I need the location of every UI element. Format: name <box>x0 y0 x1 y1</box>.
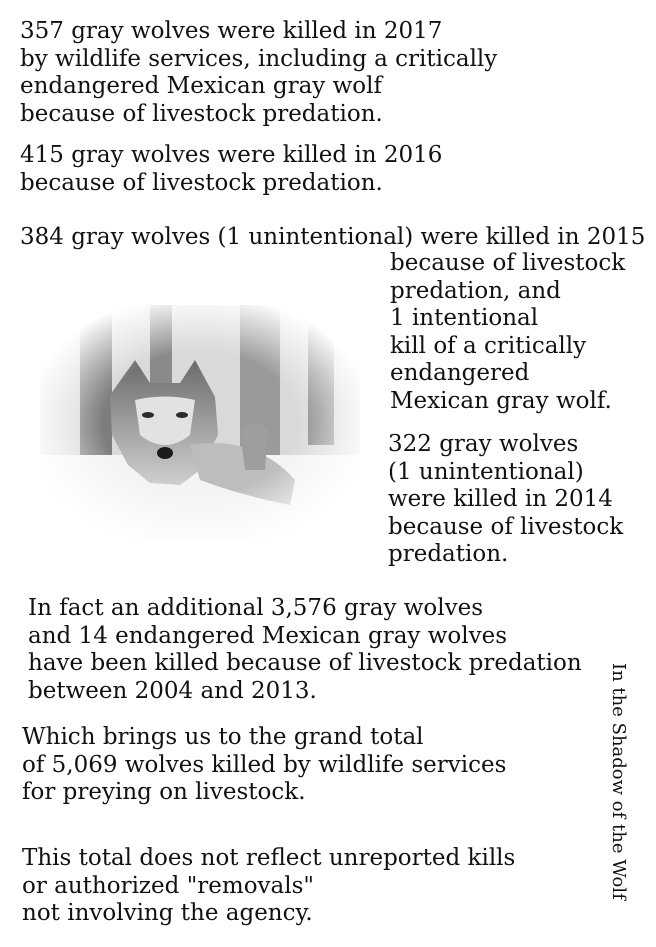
stat-2015-continuation: because of livestock predation, and 1 intentional kill of a critically endangered Mexican gray wolf. <box>390 250 626 414</box>
stat-2015-heading-line: 384 gray wolves (1 unintentional) were killed in 2015 <box>20 224 646 250</box>
credit-vertical-text: In the Shadow of the Wolf <box>608 663 629 900</box>
additional-killed-paragraph: In fact an additional 3,576 gray wolves and 14 endangered Mexican gray wolves have been killed because of livestock predation between 2004 and 2013. <box>28 595 582 704</box>
stat-2014-paragraph: 322 gray wolves (1 unintentional) were killed in 2014 because of livestock predation. <box>388 431 624 567</box>
stat-2016-paragraph: 415 gray wolves were killed in 2016 because of livestock predation. <box>20 142 443 196</box>
stat-2017-paragraph: 357 gray wolves were killed in 2017 by wildlife services, including a critically endangered Mexican gray wolf because of livestock predation. <box>20 18 498 127</box>
gray-wolf-photo <box>40 305 360 540</box>
disclaimer-paragraph: This total does not reflect unreported kills or authorized "removals" not involving the agency. <box>22 845 516 926</box>
grand-total-paragraph: Which brings us to the grand total of 5,069 wolves killed by wildlife services for preying on livestock. <box>22 724 507 805</box>
